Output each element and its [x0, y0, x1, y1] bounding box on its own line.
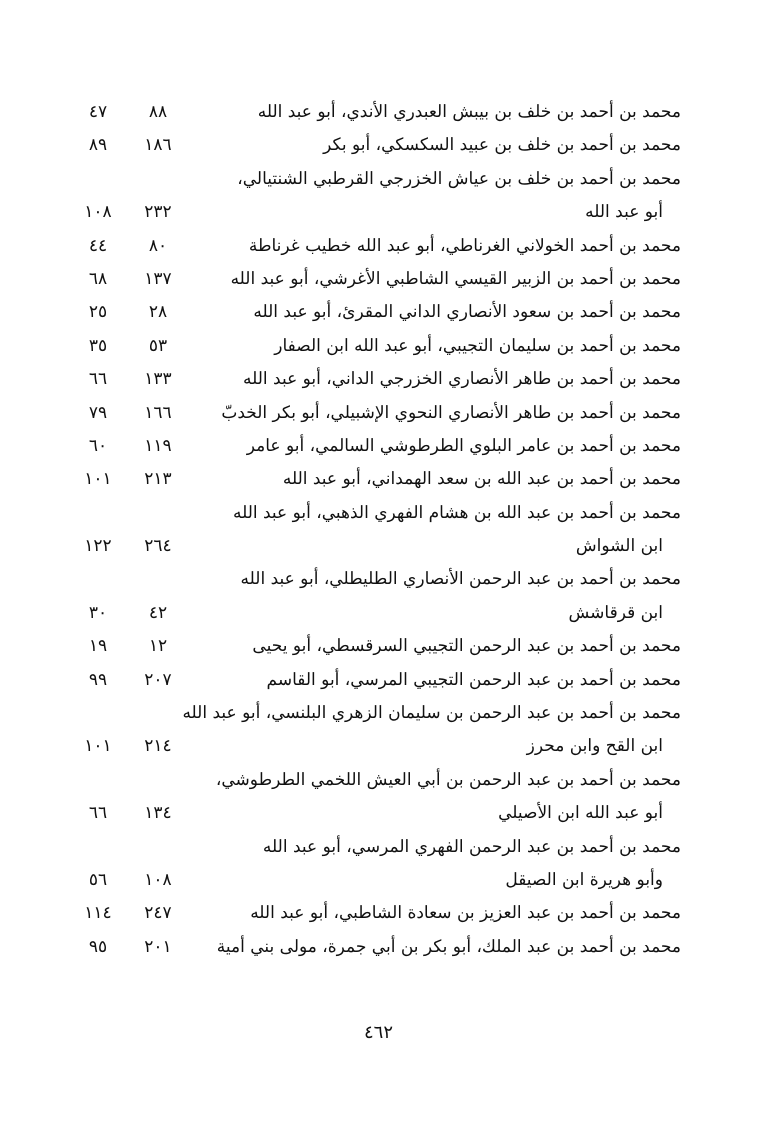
- entry-number-2: ١٠١: [84, 736, 112, 757]
- entry-number-2: ٤٧: [88, 102, 108, 122]
- entry-text: محمد بن أحمد بن طاهر الأنصاري النحوي الإشبيلي، أبو بكر الخدبّ: [221, 402, 681, 423]
- index-row: [0, 363, 757, 396]
- entry-number-2: ٣٥: [88, 335, 108, 356]
- entry-number-1: ٨٨: [148, 102, 168, 122]
- entry-number-2: ٨٩: [88, 135, 108, 156]
- entry-number-2: ٦٦: [88, 803, 108, 824]
- entry-text: محمد بن أحمد بن عبد الرحمن بن سليمان الزهري البلنسي، أبو عبد الله: [182, 703, 681, 724]
- entry-text: محمد بن أحمد بن عبد العزيز بن سعادة الشاطبي، أبو عبد الله: [250, 903, 681, 924]
- index-row: [0, 697, 757, 730]
- entry-number-1: ٢٠١: [144, 936, 172, 957]
- entry-text: أبو عبد الله ابن الأصيلي: [498, 803, 663, 824]
- entry-number-1: ٢٨: [148, 302, 168, 323]
- index-row: [0, 664, 757, 697]
- entry-number-1: ١٣٧: [144, 268, 172, 289]
- index-row: [0, 129, 757, 162]
- index-list: [0, 96, 757, 964]
- entry-text: محمد بن أحمد بن الزبير القيسي الشاطبي الأغرشي، أبو عبد الله: [230, 268, 681, 289]
- entry-number-2: ٩٥: [88, 936, 108, 957]
- entry-text: محمد بن أحمد بن عبد الرحمن التجيبي السرقسطي، أبو يحيى: [252, 636, 681, 657]
- entry-number-1: ١٣٤: [144, 803, 172, 824]
- entry-text: ابن القح وابن محرز: [526, 736, 663, 757]
- index-row: [0, 296, 757, 329]
- index-row: [0, 864, 757, 897]
- entry-number-1: ١١٩: [144, 435, 172, 456]
- index-row: [0, 563, 757, 596]
- entry-number-2: ١٠٨: [84, 202, 112, 223]
- entry-number-1: ٢٤٧: [144, 903, 172, 924]
- entry-number-2: ٢٥: [88, 302, 108, 323]
- entry-text: محمد بن أحمد بن سعود الأنصاري الداني المقرئ، أبو عبد الله: [253, 302, 681, 323]
- entry-text: ابن قرقاشش: [568, 602, 663, 623]
- index-row: [0, 597, 757, 630]
- entry-text: وأبو هريرة ابن الصيقل: [505, 869, 663, 890]
- entry-number-1: ٢٠٧: [144, 669, 172, 690]
- index-row: [0, 931, 757, 964]
- entry-number-1: ١٠٨: [144, 869, 172, 890]
- entry-number-1: ٢١٣: [144, 469, 172, 490]
- entry-text: محمد بن أحمد بن عبد الرحمن الأنصاري الطليطلي، أبو عبد الله: [240, 569, 681, 590]
- entry-number-2: ٦٨: [88, 268, 108, 289]
- entry-number-1: ١٦٦: [144, 402, 172, 423]
- index-row: [0, 263, 757, 296]
- index-row: [0, 96, 757, 129]
- entry-text: محمد بن أحمد بن عبد الله بن هشام الفهري الذهبي، أبو عبد الله: [232, 502, 681, 523]
- entry-number-1: ٢٣٢: [144, 202, 172, 223]
- entry-text: محمد بن أحمد بن عبد الرحمن بن أبي العيش اللخمي الطرطوشي،: [215, 769, 681, 790]
- index-row: [0, 330, 757, 363]
- entry-number-1: ٨٠: [148, 235, 168, 256]
- entry-number-1: ٢١٤: [144, 736, 172, 757]
- entry-text: محمد بن أحمد بن سليمان التجيبي، أبو عبد الله ابن الصفار: [274, 335, 681, 356]
- entry-text: محمد بن أحمد بن عبد الله بن سعد الهمداني، أبو عبد الله: [282, 469, 681, 490]
- entry-number-2: ٦٦: [88, 369, 108, 390]
- index-row: [0, 730, 757, 763]
- entry-number-2: ٤٤: [88, 235, 108, 256]
- index-row: [0, 196, 757, 229]
- entry-number-1: ٢٦٤: [144, 536, 172, 557]
- entry-number-1: ٥٣: [148, 335, 168, 356]
- entry-number-2: ٣٠: [88, 602, 108, 623]
- entry-text: أبو عبد الله: [585, 202, 663, 223]
- entry-text: محمد بن أحمد بن خلف بن بيبش العبدري الأندي، أبو عبد الله: [257, 102, 681, 122]
- entry-number-2: ١٢٢: [84, 536, 112, 557]
- entry-number-2: ١٩: [88, 636, 108, 657]
- index-row: [0, 630, 757, 663]
- index-row: [0, 463, 757, 496]
- index-row: [0, 163, 757, 196]
- entry-number-2: ٧٩: [88, 402, 108, 423]
- entry-text: محمد بن أحمد بن عبد الملك، أبو بكر بن أبي جمرة، مولى بني أمية: [216, 936, 681, 957]
- index-row: [0, 397, 757, 430]
- entry-text: محمد بن أحمد بن عامر البلوي الطرطوشي السالمي، أبو عامر: [246, 435, 681, 456]
- index-row: [0, 430, 757, 463]
- entry-number-2: ٦٠: [88, 435, 108, 456]
- index-row: [0, 530, 757, 563]
- index-row: [0, 831, 757, 864]
- entry-text: محمد بن أحمد بن خلف بن عبيد السكسكي، أبو بكر: [323, 135, 681, 156]
- entry-number-1: ١٢: [148, 636, 168, 657]
- entry-text: محمد بن أحمد بن طاهر الأنصاري الخزرجي الداني، أبو عبد الله: [243, 369, 681, 390]
- index-row: [0, 497, 757, 530]
- index-row: [0, 764, 757, 797]
- entry-text: محمد بن أحمد بن عبد الرحمن الفهري المرسي، أبو عبد الله: [262, 836, 681, 857]
- entry-number-1: ٤٢: [148, 602, 168, 623]
- entry-number-1: ١٨٦: [144, 135, 172, 156]
- index-row: [0, 230, 757, 263]
- entry-number-2: ١١٤: [84, 903, 112, 924]
- entry-text: محمد بن أحمد بن خلف بن عياش الخزرجي القرطبي الشنتيالي،: [237, 168, 681, 189]
- entry-text: محمد بن أحمد الخولاني الغرناطي، أبو عبد الله خطيب غرناطة: [248, 235, 681, 256]
- page-number: ٤٦٢: [363, 1022, 393, 1043]
- entry-number-1: ١٣٣: [144, 369, 172, 390]
- entry-text: محمد بن أحمد بن عبد الرحمن التجيبي المرسي، أبو القاسم: [266, 669, 681, 690]
- entry-text: ابن الشواش: [575, 536, 663, 557]
- entry-number-2: ٥٦: [88, 869, 108, 890]
- entry-number-2: ٩٩: [88, 669, 108, 690]
- entry-number-2: ١٠١: [84, 469, 112, 490]
- index-row: [0, 897, 757, 930]
- index-row: [0, 797, 757, 830]
